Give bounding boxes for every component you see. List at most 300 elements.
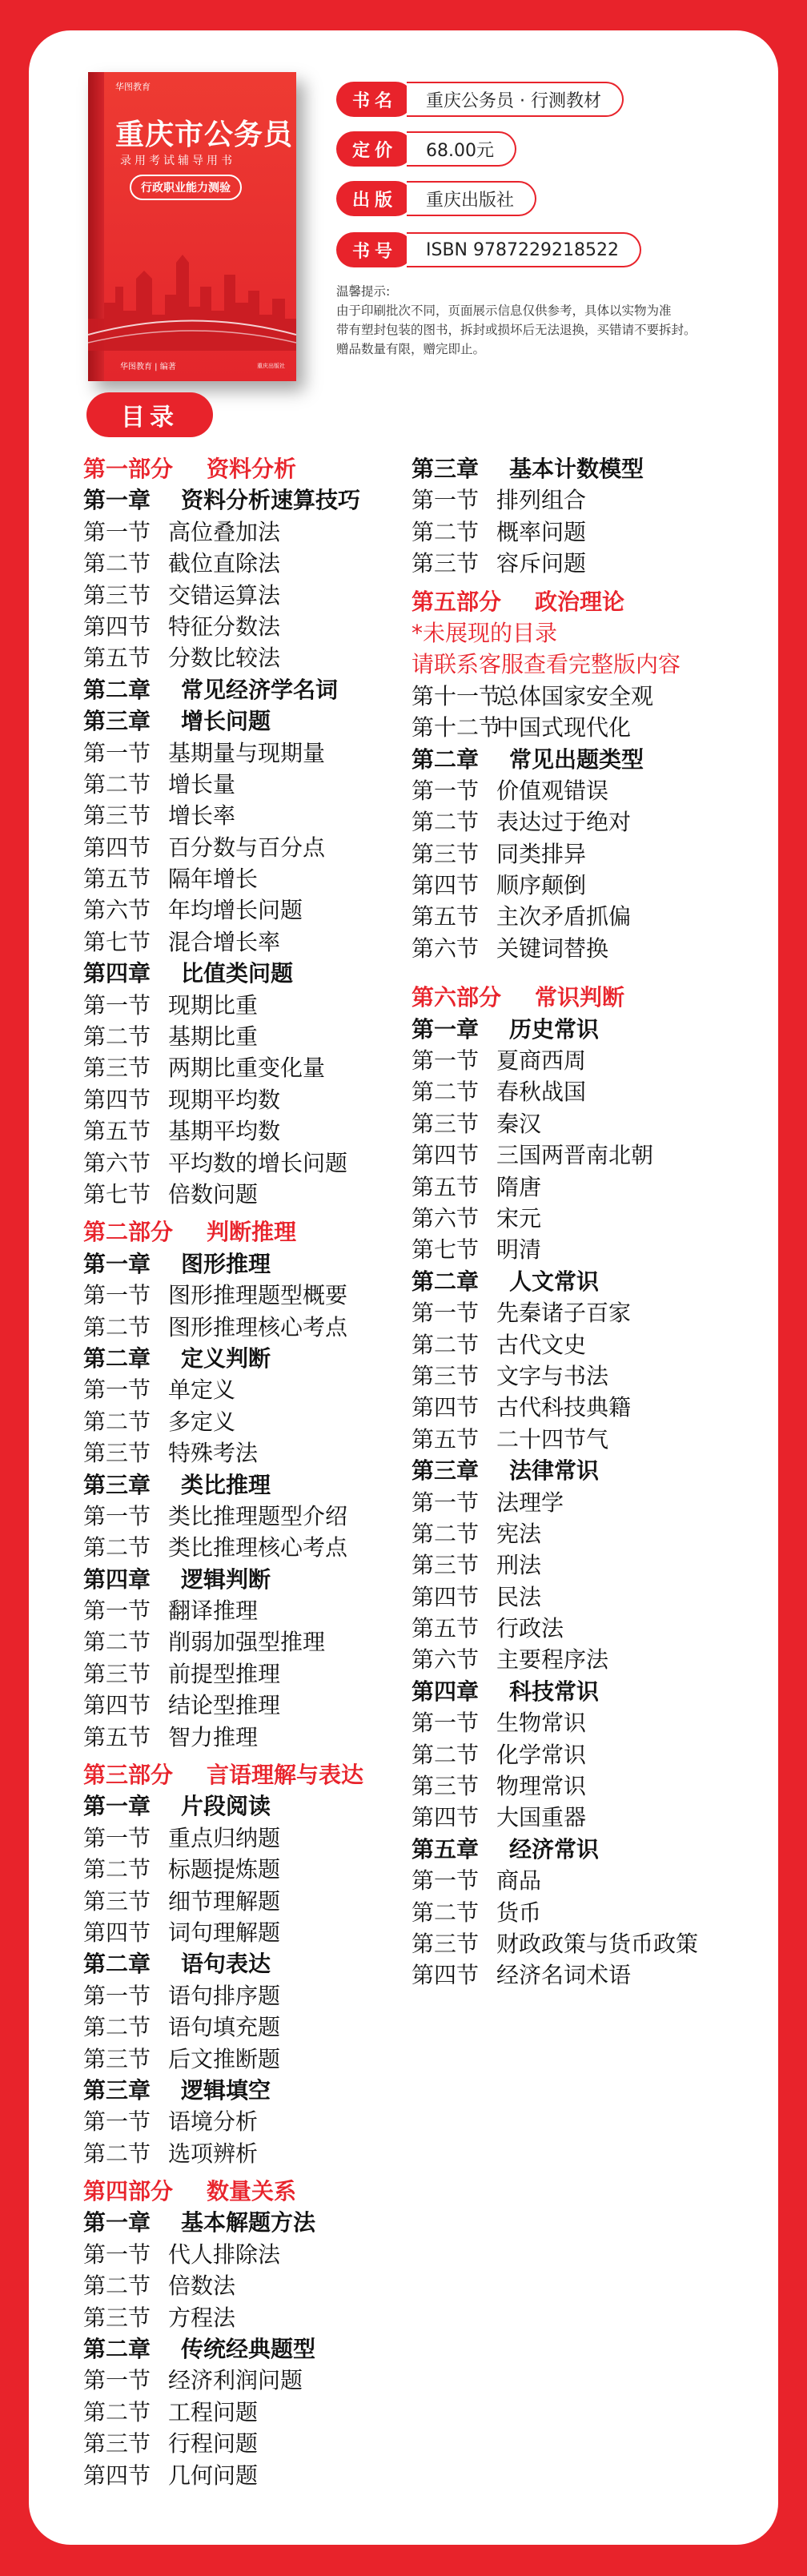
- toc-section-line: [412, 1329, 748, 1360]
- toc-number: 第一章: [83, 2209, 151, 2236]
- toc-title-text: 古代科技典籍: [496, 1394, 632, 1421]
- toc-chapter-line: [412, 1676, 748, 1707]
- toc-section-line: [83, 1658, 420, 1690]
- toc-title-text: 夏商西周: [496, 1047, 587, 1075]
- toc-section-line: [412, 1928, 748, 1959]
- toc-section-line: [83, 990, 420, 1021]
- toc-title-text: 中国式现代化: [496, 714, 632, 741]
- toc-number: 第六节: [83, 1149, 151, 1176]
- toc-title-text: 前提型推理: [168, 1660, 281, 1687]
- toc-number: 第四节: [412, 1142, 480, 1169]
- toc-title-text: 生物常识: [496, 1710, 587, 1737]
- toc-number: 第四章: [83, 960, 151, 987]
- toc-title-text: 主次矛盾抓偏: [496, 903, 632, 930]
- toc-number: 第二节: [412, 809, 480, 836]
- toc-section-line: [83, 863, 420, 894]
- toc-number: 第五节: [412, 1173, 480, 1200]
- toc-number: 第二节: [83, 2140, 151, 2167]
- toc-title-text: 三国两晋南北朝: [496, 1142, 654, 1169]
- toc-number: 第二节: [83, 770, 151, 798]
- toc-title-text: 后文推断题: [168, 2045, 281, 2072]
- toc-title-text: 多定义: [168, 1408, 236, 1435]
- toc-section-line: [412, 516, 748, 548]
- toc-part-line: [83, 1759, 420, 1790]
- toc-chapter-line: [412, 453, 748, 484]
- toc-number: 第六节: [412, 1646, 480, 1674]
- toc-section-line: [412, 1802, 748, 1833]
- toc-title-text: 请联系客服查看完整版内容: [412, 651, 681, 678]
- toc-title-text: 历史常识: [509, 1015, 600, 1043]
- toc-title-text: 资料分析速算技巧: [181, 487, 361, 514]
- toc-number: 第二部分: [83, 1219, 174, 1246]
- toc-chapter-line: [83, 705, 420, 737]
- toc-notice-line: [412, 649, 748, 680]
- toc-section-line: [83, 548, 420, 579]
- toc-number: 第三节: [412, 1110, 480, 1137]
- toc-title-text: 分数比较法: [168, 645, 281, 672]
- toc-number: 第三节: [412, 1773, 480, 1800]
- toc-chapter-line: [83, 1343, 420, 1374]
- toc-chapter-line: [83, 484, 420, 516]
- toc-number: 第二章: [83, 676, 151, 703]
- toc-section-line: [412, 1045, 748, 1076]
- toc-title-text: 大国重器: [496, 1804, 587, 1831]
- toc-number: 第四节: [412, 1804, 480, 1831]
- toc-title-text: 化学常识: [496, 1741, 587, 1768]
- toc-section-line: [83, 1886, 420, 1917]
- toc-title-text: 代人排除法: [168, 2240, 281, 2268]
- toc-number: 第五节: [83, 866, 151, 893]
- toc-number: 第四部分: [83, 2178, 174, 2205]
- toc-title-text: 图形推理核心考点: [168, 1313, 348, 1340]
- toc-title-text: 几何问题: [168, 2461, 259, 2489]
- toc-title-text: 截位直除法: [168, 550, 281, 577]
- toc-number: 第四节: [412, 1394, 480, 1421]
- toc-title-text: 类比推理核心考点: [168, 1534, 348, 1561]
- toc-section-line: [83, 2011, 420, 2043]
- toc-section-line: [83, 1917, 420, 1948]
- toc-number: 第二节: [83, 2398, 151, 2425]
- toc-number: 第五部分: [412, 588, 502, 615]
- toc-number: 第三章: [412, 456, 480, 482]
- toc-title-text: 倍数问题: [168, 1180, 259, 1208]
- cover-author: 华图教育 | 编著: [120, 363, 176, 372]
- toc-section-line: [412, 1297, 748, 1328]
- toc-title-text: 混合增长率: [168, 928, 281, 955]
- toc-section-line: [83, 1179, 420, 1210]
- toc-number: 第二节: [83, 2014, 151, 2041]
- toc-number: 第一节: [412, 1489, 480, 1516]
- toc-number: 第一节: [412, 1710, 480, 1737]
- toc-title-text: 春秋战国: [496, 1079, 587, 1106]
- toc-number: 第四节: [412, 1962, 480, 1989]
- toc-section-line: [412, 1076, 748, 1107]
- toc-number: 第一节: [83, 1376, 151, 1404]
- toc-title-text: 科技常识: [509, 1678, 600, 1705]
- toc-title-text: 两期比重变化量: [168, 1055, 326, 1082]
- toc-section-line: [412, 1360, 748, 1392]
- toc-section-line: [83, 1854, 420, 1885]
- toc-title-text: *未展现的目录: [412, 619, 558, 646]
- toc-title-text: 选项辨析: [168, 2140, 259, 2167]
- notice-line: 由于印刷批次不同，页面展示信息仅供参考，具体以实物为准: [336, 303, 672, 318]
- toc-section-line: [412, 1644, 748, 1675]
- toc-number: 第六节: [412, 934, 480, 962]
- toc-section-line: [83, 1437, 420, 1469]
- toc-section-line: [83, 2106, 420, 2137]
- toc-number: 第二章: [412, 745, 480, 773]
- toc-section-line: [412, 1487, 748, 1518]
- toc-number: 第三章: [412, 1457, 480, 1485]
- toc-section-line: [83, 2428, 420, 2459]
- toc-section-line: [83, 737, 420, 769]
- toc-title-text: 增长量: [168, 770, 236, 798]
- toc-title-text: 增长问题: [181, 708, 271, 735]
- toc-title-text: 言语理解与表达: [207, 1762, 364, 1789]
- toc-number: 第三节: [83, 2430, 151, 2457]
- toc-number: 第三节: [83, 1887, 151, 1915]
- toc-section-line: [412, 681, 748, 712]
- toc-section-line: [83, 1406, 420, 1437]
- toc-title-text: 定义判断: [181, 1344, 271, 1372]
- toc-title-text: 增长率: [168, 802, 236, 830]
- toc-number: 第七节: [412, 1236, 480, 1264]
- toc-chapter-line: [412, 1455, 748, 1486]
- toc-title-text: 年均增长问题: [168, 897, 303, 924]
- toc-number: 第五节: [412, 903, 480, 930]
- toc-number: 第四节: [83, 613, 151, 640]
- toc-number: 第一节: [83, 2240, 151, 2268]
- toc-section-line: [83, 1147, 420, 1179]
- toc-section-line: [412, 1581, 748, 1613]
- toc-section-line: [83, 1532, 420, 1563]
- toc-number: 第一节: [83, 518, 151, 545]
- toc-number: 第十二节: [412, 714, 502, 741]
- toc-section-line: [83, 2365, 420, 2396]
- toc-section-line: [412, 901, 748, 932]
- toc-number: 第二节: [412, 1741, 480, 1768]
- toc-section-line: [412, 1424, 748, 1455]
- toc-number: 第四节: [83, 1919, 151, 1946]
- toc-title-text: 细节理解题: [168, 1887, 281, 1915]
- toc-number: 第三章: [83, 708, 151, 735]
- toc-title-text: 经济常识: [509, 1835, 600, 1863]
- toc-number: 第一节: [412, 1300, 480, 1327]
- toc-number: 第七节: [83, 1180, 151, 1208]
- toc-title-text: 现期平均数: [168, 1086, 281, 1113]
- toc-title-text: 财政政策与货币政策: [496, 1930, 699, 1957]
- toc-section-line: [83, 516, 420, 548]
- toc-chapter-line: [83, 2333, 420, 2365]
- toc-section-line: [412, 1770, 748, 1802]
- toc-title-text: 商品: [496, 1867, 542, 1895]
- cover-press: 重庆出版社: [257, 363, 285, 369]
- toc-title-text: 资料分析: [207, 456, 297, 482]
- toc-title-text: 常见出题类型: [509, 745, 644, 773]
- toc-number: 第二节: [83, 1313, 151, 1340]
- toc-title-text: 总体国家安全观: [496, 682, 654, 709]
- toc-title-text: 翻译推理: [168, 1597, 259, 1625]
- toc-title-text: 容斥问题: [496, 550, 587, 577]
- cover-publisher-logo: 华图教育: [115, 82, 151, 92]
- toc-chapter-line: [83, 1469, 420, 1501]
- toc-section-line: [83, 800, 420, 831]
- toc-notice-line: [412, 617, 748, 649]
- toc-title-text: 特征分数法: [168, 613, 281, 640]
- toc-section-line: [83, 926, 420, 958]
- toc-title-text: 单定义: [168, 1376, 236, 1404]
- toc-number: 第三节: [412, 550, 480, 577]
- toc-title-text: 类比推理: [181, 1471, 271, 1498]
- toc-title-text: 语句排序题: [168, 1982, 281, 2009]
- toc-number: 第二节: [412, 518, 480, 545]
- toc-number: 第四章: [83, 1565, 151, 1593]
- toc-section-line: [412, 1108, 748, 1139]
- toc-number: 第一节: [83, 2367, 151, 2394]
- toc-section-line: [83, 1980, 420, 2011]
- toc-number: 第二节: [83, 550, 151, 577]
- toc-title-text: 语境分析: [168, 2108, 259, 2136]
- toc-title-text: 基期量与现期量: [168, 739, 326, 766]
- toc-section-line: [83, 1084, 420, 1115]
- toc-number: 第一章: [83, 1250, 151, 1277]
- toc-section-line: [83, 2044, 420, 2075]
- toc-part-line: [412, 586, 748, 617]
- toc-number: 第二章: [83, 1344, 151, 1372]
- toc-title-text: 刑法: [496, 1552, 542, 1579]
- toc-chapter-line: [83, 674, 420, 705]
- toc-chapter-line: [83, 958, 420, 989]
- toc-title-text: 语句表达: [181, 1951, 271, 1978]
- toc-number: 第三节: [83, 1055, 151, 1082]
- toc-title-text: 行程问题: [168, 2430, 259, 2457]
- toc-title-text: 民法: [496, 1583, 542, 1610]
- toc-number: 第六节: [412, 1204, 480, 1232]
- toc-title-text: 宋元: [496, 1204, 542, 1232]
- toc-number: 第二节: [83, 1023, 151, 1051]
- toc-title-text: 语句填充题: [168, 2014, 281, 2041]
- toc-number: 第四节: [412, 1583, 480, 1610]
- toc-number: 第三节: [83, 2045, 151, 2072]
- toc-section-line: [412, 1518, 748, 1549]
- toc-title-text: 交错运算法: [168, 581, 281, 609]
- toc-section-line: [83, 894, 420, 926]
- toc-number: 第一节: [83, 2108, 151, 2136]
- toc-title-text: 智力推理: [168, 1723, 259, 1750]
- toc-title-text: 方程法: [168, 2304, 236, 2331]
- toc-spacer: [412, 964, 748, 975]
- toc-title-text: 法律常识: [509, 1457, 600, 1485]
- toc-section-line: [412, 1959, 748, 1991]
- toc-section-line: [412, 1392, 748, 1423]
- toc-section-line: [83, 580, 420, 611]
- toc-title-text: 数量关系: [207, 2178, 297, 2205]
- toc-title-text: 常见经济学名词: [181, 676, 339, 703]
- toc-number: 第六部分: [412, 984, 502, 1011]
- toc-section-line: [412, 1171, 748, 1203]
- toc-title-text: 政治理论: [535, 588, 625, 615]
- toc-title-text: 工程问题: [168, 2398, 259, 2425]
- toc-title-text: 主要程序法: [496, 1646, 609, 1674]
- toc-number: 第三节: [412, 1362, 480, 1389]
- toc-chapter-line: [83, 1948, 420, 1979]
- toc-title-text: 重点归纳题: [168, 1824, 281, 1851]
- toc-section-line: [83, 1052, 420, 1083]
- toc-number: 第三节: [83, 1660, 151, 1687]
- toc-number: 第三部分: [83, 1762, 174, 1789]
- toc-section-line: [83, 1021, 420, 1052]
- toc-title-text: 同类排异: [496, 840, 587, 867]
- toc-number: 第二节: [83, 1408, 151, 1435]
- toc-title-text: 概率问题: [496, 518, 587, 545]
- toc-title-text: 古代文史: [496, 1331, 587, 1358]
- toc-section-line: [83, 1626, 420, 1658]
- toc-left-column: [83, 453, 420, 2491]
- toc-section-line: [83, 2460, 420, 2491]
- toc-number: 第二节: [412, 1079, 480, 1106]
- toc-section-line: [83, 1312, 420, 1343]
- toc-section-line: [83, 1595, 420, 1626]
- toc-section-line: [412, 806, 748, 838]
- toc-number: 第三章: [83, 1471, 151, 1498]
- toc-title-text: 经济利润问题: [168, 2367, 303, 2394]
- notice-line: 带有塑封包装的图书，拆封或损坏后无法退换，买错请不要拆封。: [336, 323, 697, 337]
- toc-section-line: [83, 2239, 420, 2270]
- toc-number: 第一节: [412, 1047, 480, 1075]
- toc-section-line: [83, 1690, 420, 1721]
- toc-number: 第一节: [83, 1597, 151, 1625]
- toc-number: 第二章: [412, 1268, 480, 1295]
- toc-number: 第五章: [412, 1835, 480, 1863]
- toc-title-text: 隋唐: [496, 1173, 542, 1200]
- toc-section-line: [412, 548, 748, 579]
- toc-title-text: 高位叠加法: [168, 518, 281, 545]
- toc-number: 第五节: [83, 645, 151, 672]
- toc-number: 第二节: [83, 1629, 151, 1656]
- info-label: 定价: [336, 131, 413, 167]
- toc-section-line: [412, 1234, 748, 1265]
- toc-section-line: [412, 484, 748, 516]
- toc-title-text: 基期平均数: [168, 1118, 281, 1145]
- toc-title-text: 判断推理: [207, 1219, 297, 1246]
- toc-title-text: 顺序颠倒: [496, 872, 587, 899]
- toc-section-line: [83, 1822, 420, 1854]
- toc-section-line: [412, 1613, 748, 1644]
- toc-number: 第一节: [412, 487, 480, 514]
- info-label: 书名: [336, 82, 413, 117]
- toc-chapter-line: [412, 1266, 748, 1297]
- toc-number: 第四节: [83, 2461, 151, 2489]
- toc-title-text: 法理学: [496, 1489, 564, 1516]
- toc-number: 第一章: [83, 487, 151, 514]
- notice-line: 温馨提示:: [336, 284, 391, 299]
- toc-number: 第五节: [412, 1615, 480, 1642]
- toc-title-text: 结论型推理: [168, 1692, 281, 1719]
- toc-section-line: [83, 1501, 420, 1532]
- toc-section-line: [412, 838, 748, 870]
- notice-line: 赠品数量有限，赠完即止。: [336, 342, 486, 356]
- toc-number: 第二节: [412, 1331, 480, 1358]
- info-value: 68.00元: [407, 131, 516, 167]
- toc-chapter-line: [412, 1014, 748, 1045]
- toc-number: 第三节: [412, 1930, 480, 1957]
- toc-chapter-line: [83, 2075, 420, 2106]
- info-value: 重庆出版社: [407, 181, 536, 216]
- toc-section-line: [412, 1707, 748, 1738]
- toc-part-line: [83, 1216, 420, 1248]
- toc-title-text: 隔年增长: [168, 866, 259, 893]
- toc-title-text: 特殊考法: [168, 1440, 259, 1467]
- toc-number: 第一节: [83, 1824, 151, 1851]
- toc-right-column: [412, 453, 748, 1991]
- toc-title-text: 逻辑判断: [181, 1565, 271, 1593]
- toc-title-text: 文字与书法: [496, 1362, 609, 1389]
- toc-number: 第一节: [83, 1502, 151, 1529]
- toc-title-text: 二十四节气: [496, 1425, 609, 1453]
- toc-part-line: [83, 2176, 420, 2207]
- toc-title-text: 价值观错误: [496, 777, 609, 804]
- toc-section-line: [412, 712, 748, 743]
- toc-section-line: [83, 832, 420, 863]
- toc-title-text: 平均数的增长问题: [168, 1149, 348, 1176]
- toc-title-text: 先秦诸子百家: [496, 1300, 632, 1327]
- toc-section-line: [83, 2138, 420, 2169]
- toc-title-text: 标题提炼题: [168, 1856, 281, 1883]
- toc-number: 第四节: [412, 872, 480, 899]
- info-value: ISBN 9787229218522: [407, 232, 641, 267]
- toc-title-text: 基本解题方法: [181, 2209, 316, 2236]
- toc-section-line: [83, 1280, 420, 1311]
- toc-number: 第三章: [83, 2076, 151, 2104]
- toc-section-line: [412, 1139, 748, 1171]
- toc-section-line: [412, 1739, 748, 1770]
- toc-number: 第三节: [412, 1552, 480, 1579]
- toc-section-line: [83, 1115, 420, 1147]
- info-label: 书号: [336, 232, 413, 267]
- toc-number: 第二章: [83, 2336, 151, 2363]
- toc-title-text: 百分数与百分点: [168, 834, 326, 861]
- notice-text: [336, 282, 753, 359]
- toc-number: 第三节: [412, 840, 480, 867]
- toc-title-text: 词句理解题: [168, 1919, 281, 1946]
- toc-part-line: [412, 982, 748, 1013]
- toc-number: 第一章: [83, 1793, 151, 1820]
- toc-title-text: 片段阅读: [181, 1793, 271, 1820]
- toc-number: 第五节: [83, 1118, 151, 1145]
- toc-chapter-line: [83, 1248, 420, 1280]
- toc-title-text: 逻辑填空: [181, 2076, 271, 2104]
- toc-chapter-line: [83, 2207, 420, 2238]
- toc-number: 第三节: [83, 2304, 151, 2331]
- toc-title-text: 图形推理: [181, 1250, 271, 1277]
- toc-section-line: [83, 2302, 420, 2333]
- toc-title-text: 货币: [496, 1899, 542, 1926]
- toc-title-text: 物理常识: [496, 1773, 587, 1800]
- toc-section-line: [412, 775, 748, 806]
- toc-chapter-line: [412, 1834, 748, 1865]
- toc-title-text: 传统经典题型: [181, 2336, 316, 2363]
- toc-title-text: 图形推理题型概要: [168, 1282, 348, 1309]
- toc-title-text: 常识判断: [535, 984, 625, 1011]
- toc-title-text: 基本计数模型: [509, 456, 644, 482]
- toc-section-line: [83, 2397, 420, 2428]
- toc-number: 第二节: [412, 1899, 480, 1926]
- toc-title-text: 类比推理题型介绍: [168, 1502, 348, 1529]
- toc-number: 第四节: [83, 834, 151, 861]
- toc-title-text: 表达过于绝对: [496, 809, 632, 836]
- toc-section-line: [412, 1865, 748, 1896]
- cover-subtitle: 录用考试辅导用书: [120, 155, 235, 167]
